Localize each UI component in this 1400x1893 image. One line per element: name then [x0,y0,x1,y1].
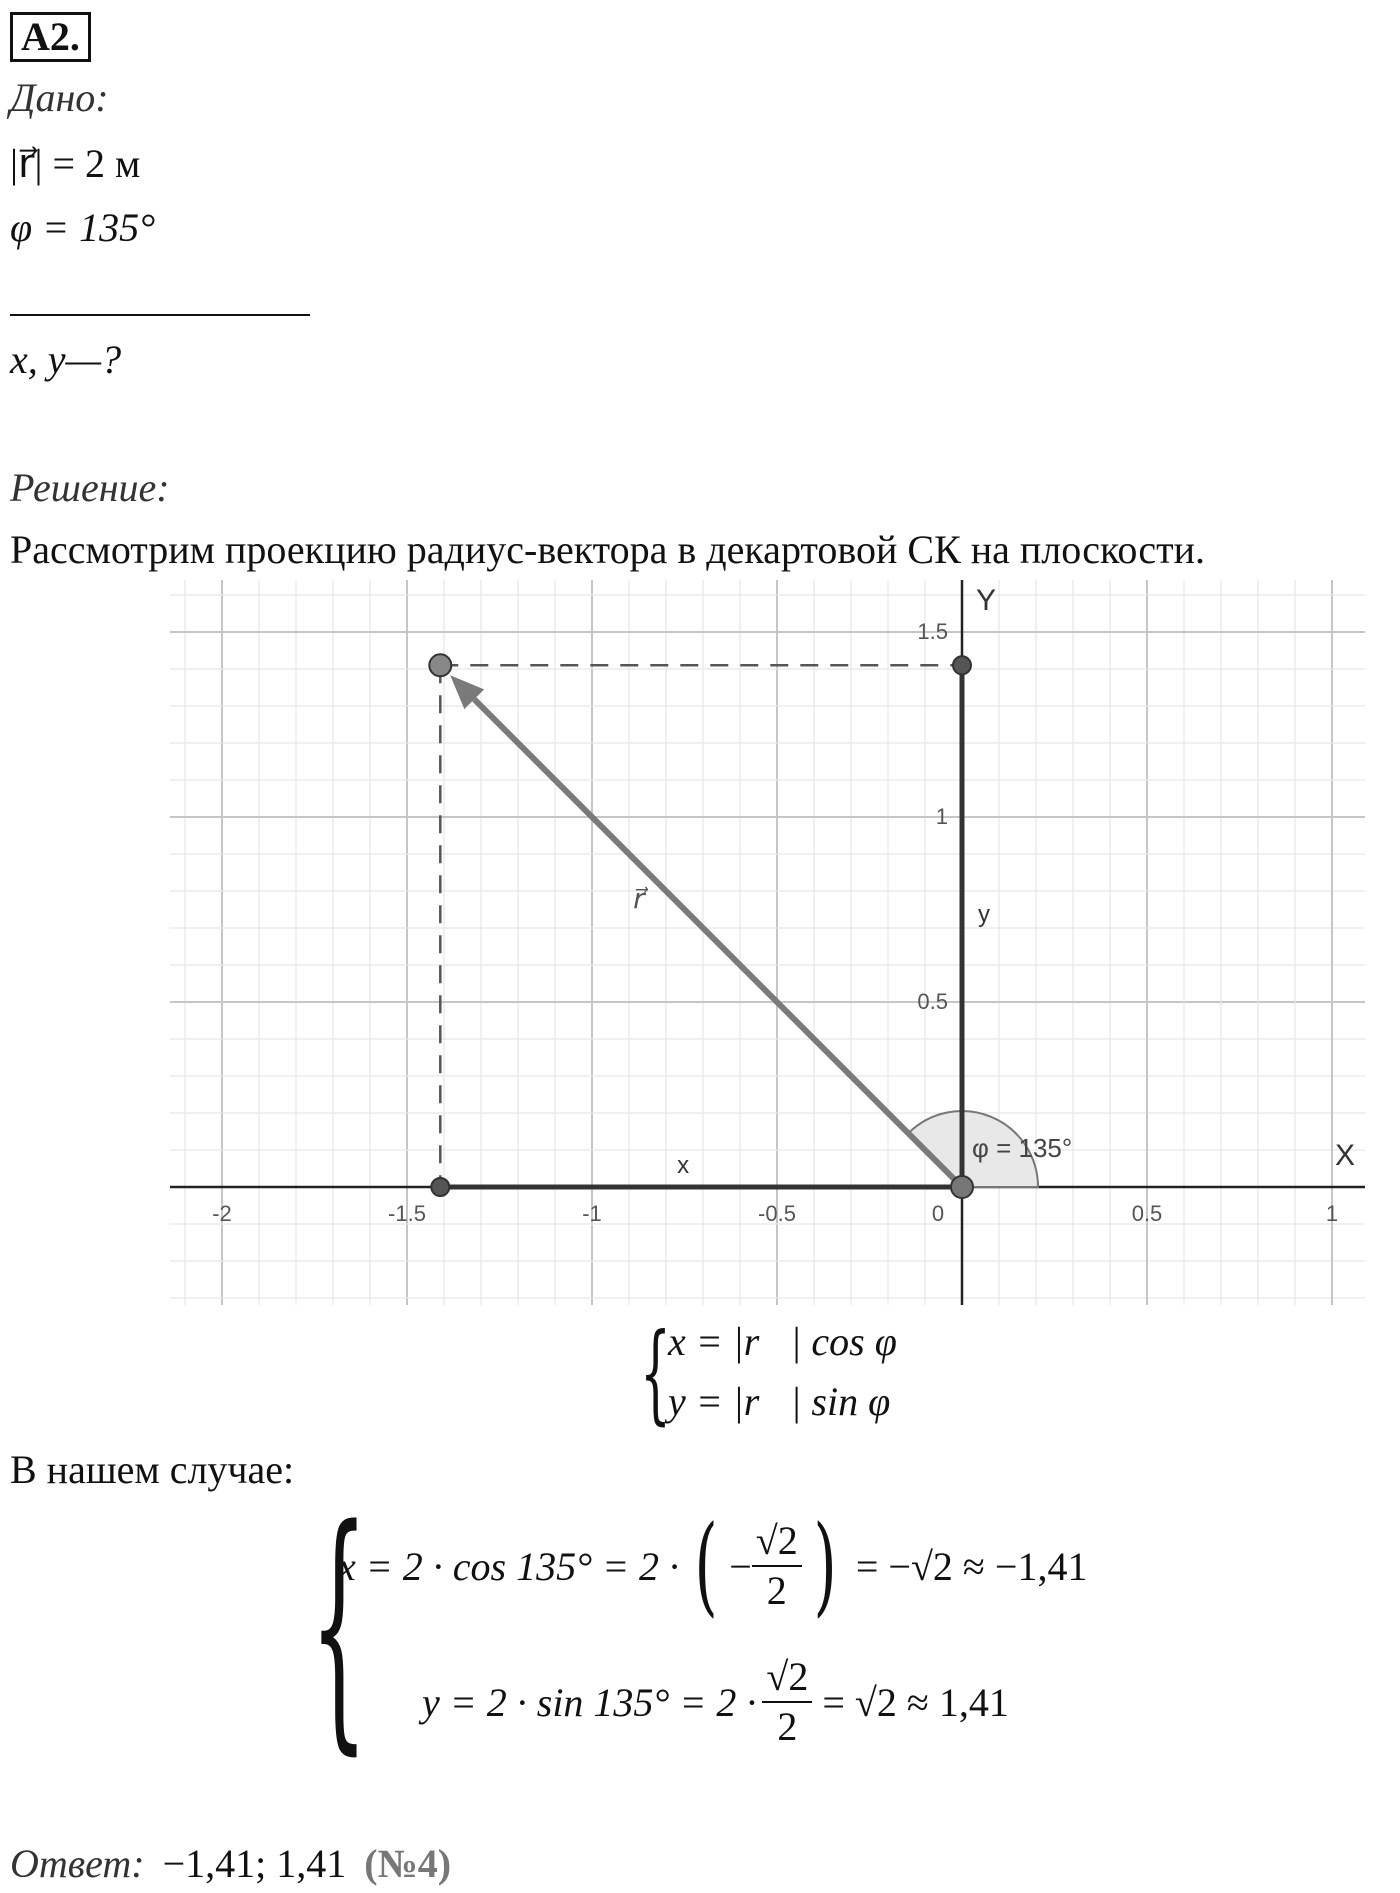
given-divider [10,314,310,316]
tick-labels [212,619,1338,1226]
find-unknowns: x, y—? [10,337,122,382]
answer-ref: (№4) [364,1841,452,1886]
x-tick-label: -1.5 [388,1201,426,1226]
formula-x: x = |r⃗| cos φ [668,1319,897,1364]
answer-value: −1,41; 1,41 [162,1841,347,1886]
y-tick-label: 0.5 [917,989,948,1014]
x-projection-point [431,1178,449,1196]
calc-y-left: y = 2 · sin 135° = 2 · [422,1679,757,1725]
solution-intro: Рассмотрим проекцию радиус-вектора в декартовой СК на плоскости. [10,527,1206,572]
calc-y-fraction [762,1654,812,1749]
paren-close: ) [813,1503,837,1628]
y-tick-label: 1.5 [917,619,948,644]
given-heading: Дано: [10,75,109,120]
x-tick-label: 1 [1325,1201,1339,1226]
coordinate-graph [170,580,1365,1305]
y-component-label: y [978,901,990,929]
answer-line [10,1840,451,1887]
x-tick-label: -2 [212,1201,232,1226]
our-case-label: В нашем случае: [10,1447,295,1492]
calc-x-row [338,1503,1088,1628]
calc-x-right: = −√2 ≈ −1,41 [855,1543,1088,1589]
radius-vector [474,699,962,1187]
x-component-label: x [677,1152,690,1179]
calc-y-row [422,1642,1009,1762]
answer-label: Ответ: [10,1841,145,1886]
given-angle: φ = 135° [10,205,156,250]
problem-number: А2. [10,12,91,62]
calc-y-right: = √2 ≈ 1,41 [822,1679,1009,1725]
given-magnitude: |r⃗| = 2 м [10,141,141,186]
calc-system [310,1475,1310,1777]
minus-sign: − [729,1543,752,1589]
x-tick-label: 0 [931,1201,945,1226]
angle-label: φ = 135° [972,1133,1073,1163]
y-projection-point [953,656,971,674]
calc-x-frac-num: √2 [755,1518,798,1563]
axes [170,580,1365,1305]
x-tick-label: 0.5 [1131,1201,1163,1226]
vector-label: r⃗ [633,883,645,915]
vector-endpoint [429,654,451,676]
y-axis-label: Y [976,584,997,617]
y-tick-label: 1 [935,804,948,829]
calc-x-frac-den: 2 [766,1568,787,1613]
paren-open: ( [694,1503,718,1628]
calc-y-frac-num: √2 [766,1654,809,1699]
x-axis-label: X [1335,1139,1356,1172]
origin-point [951,1176,973,1198]
x-tick-label: -1 [582,1201,602,1226]
solution-heading: Решение: [10,465,170,510]
x-tick-label: -0.5 [758,1201,796,1226]
vector-figure [429,654,1072,1198]
left-brace-small: { [640,1311,671,1436]
calc-x-fraction [752,1518,802,1613]
left-brace-large: { [310,1475,368,1777]
formula-y: y = |r⃗| sin φ [668,1379,891,1424]
calc-y-frac-den: 2 [777,1704,798,1749]
grid [170,580,1365,1305]
calc-x-left: x = 2 · cos 135° = 2 · [338,1543,680,1589]
